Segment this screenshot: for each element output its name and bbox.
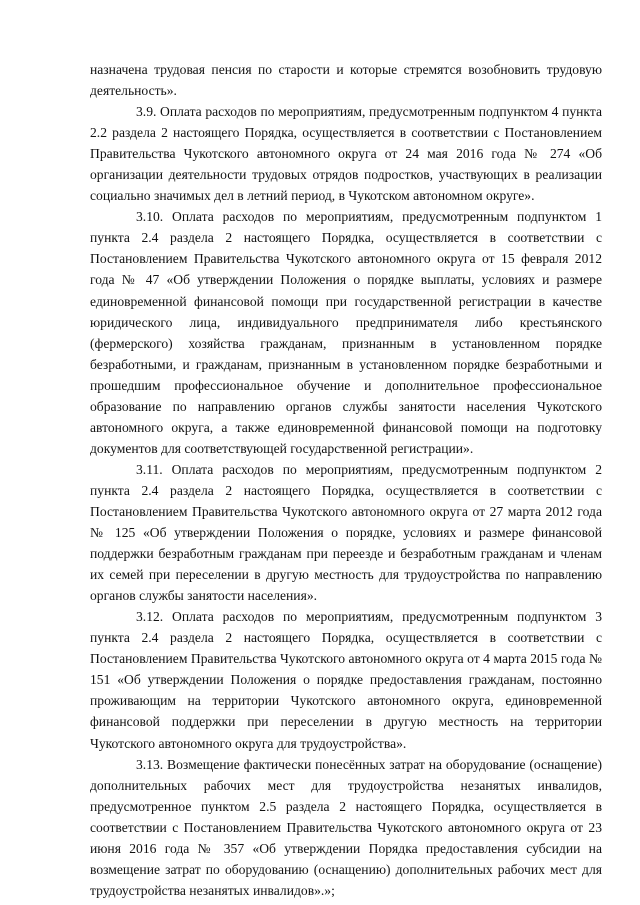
document-page — [90, 59, 602, 901]
paragraph-3-12: 3.12. Оплата расходов по мероприятиям, предусмотренным подпунктом 3 пункта 2.4 раздела 2 настоящего Порядка, осуществляется в соответствии с Постановлением Правительства Чукотского автономного округа от 4 марта 2015 года № 151 «Об утверждении Положения о порядке предоставления гражданам, постоянно проживающим на территории Чукотского автономного округа, единовременной финансовой поддержки при переселении в другую местность на территории Чукотского автономного округа для трудоустройства». — [90, 609, 602, 751]
paragraph-3-9: 3.9. Оплата расходов по мероприятиям, предусмотренным подпунктом 4 пункта 2.2 раздела 2 настоящего Порядка, осуществляется в соответствии с Постановлением Правительства Чукотского автономного округа от 24 мая 2016 года № 274 «Об организации деятельности трудовых отрядов подростков, участвующих в реализации социально значимых дел в летний период, в Чукотском автономном округе». — [90, 104, 602, 204]
paragraph-3-13: 3.13. Возмещение фактически понесённых затрат на оборудование (оснащение) дополнительных рабочих мест для трудоустройства незанятых инвалидов, предусмотренное пунктом 2.5 раздела 2 настоящего Порядка, осуществляется в соответствии с Постановлением Правительства Чукотского автономного округа от 23 июня 2016 года № 357 «Об утверждении Порядка предоставления субсидии на возмещение затрат по оборудованию (оснащению) дополнительных рабочих мест для трудоустройства незанятых инвалидов».»; — [90, 756, 602, 898]
paragraph-3-11: 3.11. Оплата расходов по мероприятиям, предусмотренным подпунктом 2 пункта 2.4 раздела 2 настоящего Порядка, осуществляется в соответствии с Постановлением Правительства Чукотского автономного округа от 27 марта 2012 года № 125 «Об утверждении Положения о порядке, условиях и размере финансовой поддержки безработным гражданам при переезде и безработным гражданам и членам их семей при переселении в другую местность для трудоустройства по направлению органов службы занятости населения». — [90, 461, 602, 604]
paragraph-continuation: назначена трудовая пенсия по старости и которые стремятся возобновить трудовую деятельность». — [90, 62, 602, 99]
paragraph-3-10: 3.10. Оплата расходов по мероприятиям, предусмотренным подпунктом 1 пункта 2.4 раздела 2 настоящего Порядка, осуществляется в соответствии с Постановлением Правительства Чукотского автономного округа от 15 февраля 2012 года № 47 «Об утверждении Положения о порядке выплаты, условиях и размере единовременной финансовой помощи при государственной регистрации в качестве юридического лица, индивидуального предпринимателя либо крестьянского (фермерского) хозяйства гражданам, признанным в установленном порядке безработными, и гражданам, признанным в установленном порядке безработными и прошедшим профессиональное обучение и дополнительное профессиональное образование по направлению органов службы занятости населения Чукотского автономного округа, а также единовременной финансовой помощи на подготовку документов для соответствующей государственной регистрации». — [90, 209, 602, 456]
